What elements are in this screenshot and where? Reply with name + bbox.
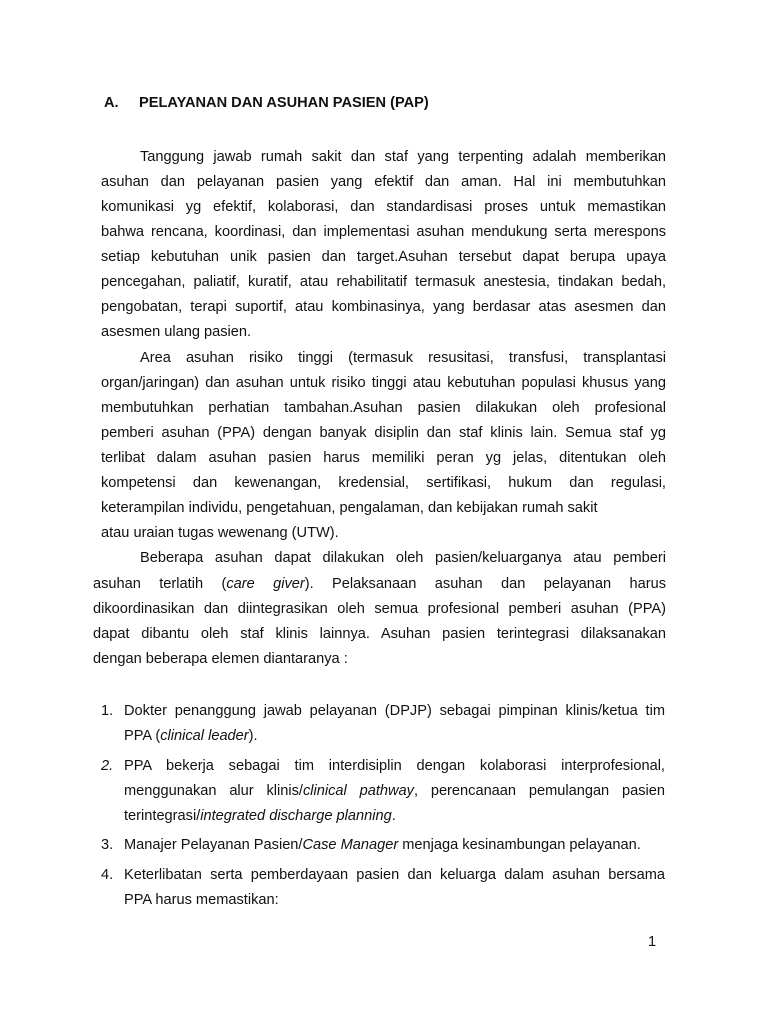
list-number: 3.: [101, 837, 114, 853]
list-item-line: PPA bekerja sebagai tim interdisiplin dengan kolaborasi interprofesional,: [124, 758, 665, 774]
paragraph-line: Beberapa asuhan dapat dilakukan oleh pasien/keluarganya atau pemberi: [140, 550, 666, 566]
paragraph-line: kompetensi dan kewenangan, kredensial, sertifikasi, hukum dan regulasi,: [101, 475, 666, 491]
list-item-line: Keterlibatan serta pemberdayaan pasien dan keluarga dalam asuhan bersama: [124, 867, 665, 883]
list-item-line: PPA (clinical leader).: [124, 728, 258, 744]
paragraph-line: asuhan terlatih (care giver). Pelaksanaan asuhan dan pelayanan harus: [93, 576, 666, 592]
paragraph-line: Tanggung jawab rumah sakit dan staf yang terpenting adalah memberikan: [140, 149, 666, 165]
list-item-line: PPA harus memastikan:: [124, 892, 279, 908]
list-item-line: Dokter penanggung jawab pelayanan (DPJP) sebagai pimpinan klinis/ketua tim: [124, 703, 665, 719]
section-title: PELAYANAN DAN ASUHAN PASIEN (PAP): [139, 95, 429, 111]
list-item-line: Manajer Pelayanan Pasien/Case Manager menjaga kesinambungan pelayanan.: [124, 837, 641, 853]
paragraph-line: terlibat dalam asuhan pasien harus memiliki peran yg jelas, ditentukan oleh: [101, 450, 666, 466]
list-item-line: terintegrasi/integrated discharge planning.: [124, 808, 396, 824]
paragraph-line: organ/jaringan) dan asuhan untuk risiko tinggi atau kebutuhan populasi khusus yang: [101, 375, 666, 391]
paragraph-line: dapat dibantu oleh staf klinis lainnya. Asuhan pasien terintegrasi dilaksanakan: [93, 626, 666, 642]
paragraph-line: Area asuhan risiko tinggi (termasuk resusitasi, transfusi, transplantasi: [140, 350, 666, 366]
section-letter: A.: [104, 95, 119, 111]
paragraph-line: bahwa rencana, koordinasi, dan implementasi asuhan mendukung serta merespons: [101, 224, 666, 240]
paragraph-line: asesmen ulang pasien.: [101, 324, 252, 340]
paragraph-line: pengobatan, terapi suportif, atau kombinasinya, yang berdasar atas asesmen dan: [101, 299, 666, 315]
list-number: 4.: [101, 867, 114, 883]
paragraph-line: setiap kebutuhan unik pasien dan target.Asuhan tersebut dapat berupa upaya: [101, 249, 666, 265]
list-number: 2.: [101, 758, 114, 774]
paragraph-line: asuhan dan pelayanan pasien yang efektif dan aman. Hal ini membutuhkan: [101, 174, 666, 190]
paragraph-line: pencegahan, paliatif, kuratif, atau rehabilitatif termasuk anestesia, tindakan bedah,: [101, 274, 666, 290]
list-item-line: menggunakan alur klinis/clinical pathway, perencanaan pemulangan pasien: [124, 783, 665, 799]
paragraph-line: komunikasi yg efektif, kolaborasi, dan standardisasi proses untuk memastikan: [101, 199, 666, 215]
paragraph-line: dikoordinasikan dan diintegrasikan oleh semua profesional pemberi asuhan (PPA): [93, 601, 666, 617]
paragraph-line: keterampilan individu, pengetahuan, pengalaman, dan kebijakan rumah sakit: [101, 500, 598, 516]
list-number: 1.: [101, 703, 114, 719]
paragraph-line: atau uraian tugas wewenang (UTW).: [101, 525, 339, 541]
paragraph-line: dengan beberapa elemen diantaranya :: [93, 651, 348, 667]
paragraph-line: membutuhkan perhatian tambahan.Asuhan pasien dilakukan oleh profesional: [101, 400, 666, 416]
paragraph-line: pemberi asuhan (PPA) dengan banyak disiplin dan staf klinis lain. Semua staf yg: [101, 425, 666, 441]
section-heading: [104, 95, 429, 111]
page-number: 1: [648, 934, 657, 950]
